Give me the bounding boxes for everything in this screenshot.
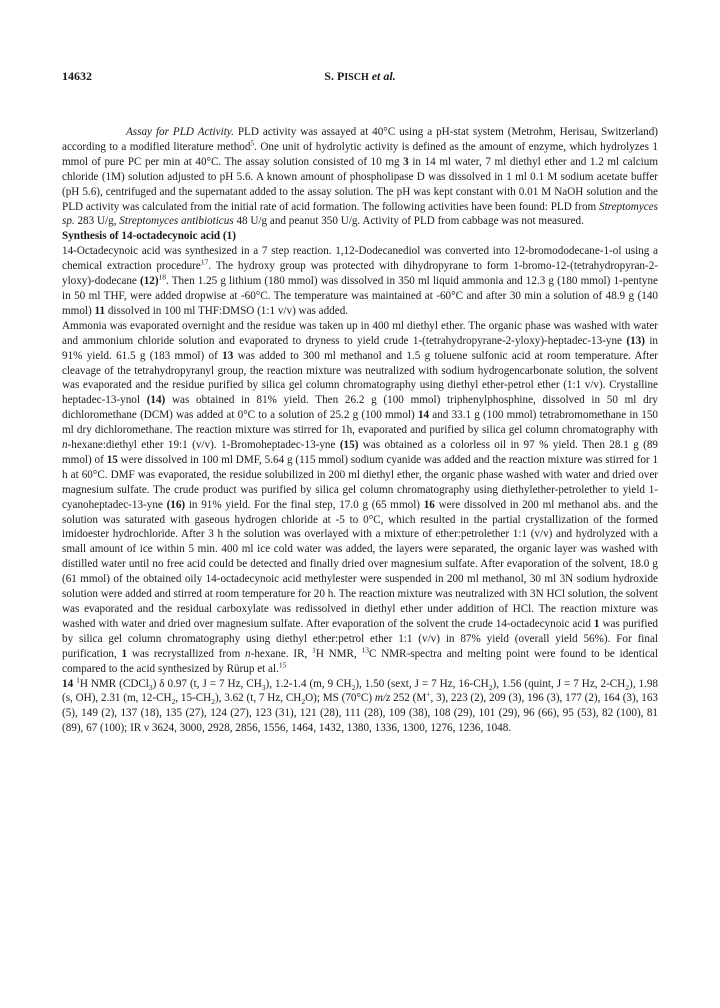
assay-body: PLD activity was assayed at 40°C using a pH-stat system (Metrohm, Herisau, Switzerland) according to a modified literature method$^5$. One unit of hydrolytic activity is defined as the amount of enzyme, which hydrolyzes 1 mmol of pure PC per min at 40°C. The assay solution consisted of 10 mg 3 in 14 ml water, 7 ml diethyl ether and 1.2 ml calcium chloride (1M) solution adjusted to pH 5.6. A known amount of phospholipase D was dissolved in 1 ml 0.1 M sodium acetate buffer (pH 5.6), centrifuged and the supernatant added to the assay solution. The pH was kept constant with 0.01 M NaOH solution and the PLD activity was calculated from the initial rate of acid formation. The following activities have been found: PLD from Streptomyces sp. 283 U/g, Streptomyces antibioticus 48 U/g and peanut 350 U/g. Activity of PLD from cabbage was not measured.: [62, 126, 658, 228]
synthesis-paragraph-1: 14-Octadecynoic acid was synthesized in a 7 step reaction. 1,12-Dodecanediol was converted into 12-bromododecane-1-ol using a chemical extraction procedure$^{17}$. The hydroxy group was protected with dihydropyrane to form 1-bromo-12-(tetrahydropyran-2-yloxy)-dodecane $(12)^{18}$. Then 1.25 g lithium (180 mmol) was dissolved in 350 ml liquid ammonia and 12.3 g (180 mmol) 1-pentyne in 50 ml THF, were added dropwise at -60°C. The temperature was maintained at -60°C and after 30 min a solution of 48.9 g (140 mmol) 11 dissolved in 100 ml THF:DMSO (1:1 v/v) was added.: [62, 245, 658, 317]
body-text: [62, 125, 658, 736]
author-rest: ISCH: [344, 72, 369, 83]
page-header: [62, 69, 658, 85]
et-al: et al.: [371, 69, 396, 83]
author-initial: S. P: [324, 69, 345, 83]
page-number: 14632: [62, 69, 92, 83]
assay-paragraph: [62, 125, 658, 229]
assay-lead: Assay for PLD Activity.: [126, 126, 234, 138]
synthesis-paragraph-2: Ammonia was evaporated overnight and the residue was taken up in 400 ml diethyl ether. The organic phase was washed with water and ammonium chloride solution and evaporated to dryness to yield crude 1-(tetrahydropyrane-2-yloxy)-heptadec-13-yne (13) in 91% yield. 61.5 g (183 mmol) of 13 was added to 300 ml methanol and 1.5 g toluene sulfonic acid at room temperature. After cleavage of the tetrahydropyranyl group, the reaction mixture was neutralized with sodium hydrogencarbonate solution, the solvent was evaporated and the residue purified by silica gel column chromatography using diethyl ether-petrol ether (1:1 v/v). Crystalline heptadec-13-ynol (14) was obtained in 81% yield. Then 26.2 g (100 mmol) triphenylphosphine, dissolved in 50 ml dry dichloromethane (DCM) was added at 0°C to a solution of 25.2 g (100 mmol) 14 and 33.1 g (100 mmol) tetrabromomethane in 150 ml dry dichloromethane. The reaction mixture was stirred for 1h, evaporated and purified by silica gel column chromatography with n-hexane:diethyl ether 19:1 (v/v). 1-Bromoheptadec-13-yne (15) was obtained as a colorless oil in 97 % yield. Then 28.1 g (89 mmol) of 15 were dissolved in 100 ml DMF, 5.64 g (115 mmol) sodium cyanide was added and the reaction mixture was stirred for 1 h at 60°C. DMF was evaporated, the residue solubilized in 200 ml diethyl ether, the organic phase washed with water and dried over magnesium sulfate. The crude product was purified by silica gel column chromatography using diethylether-petrolether to yield 1-cyanoheptadec-13-yne (16) in 91% yield. For the final step, 17.0 g (65 mmol) 16 were dissolved in 200 ml methanol abs. and the solution was saturated with gaseous hydrogen chloride at -5 to 0°C, which resulted in the partial crystallization of the formed imidoester hydrochloride. After 3 h the solution was overlayed with a mixture of ether:petrolether 1:1 (v/v) and hydrolyzed with a small amount of ice within 5 min. 400 ml ice cold water was added, the layers were separated, the organic layer was washed with distilled water until no free acid could be detected and finally dried over magnesium sulfate. After evaporation of the solvent, 18.0 g (61 mmol) of the obtained oily 14-octadecynoic acid methylester were suspended in 200 ml methanol, 30 ml 3N sodium hydroxide solution were added and stirred at room temperature for 20 h. The reaction mixture was neutralized with 3N HCl solution, the solvent was evaporated and the residual carboxylate was redissolved in diethyl ether under addition of HCl. The reaction mixture was washed with water and dried over magnesium sulfate. After evaporation of the solvent the crude 14-octadecynoic acid 1 was purified by silica gel column chromatography using diethyl ether:petrol ether 1:1 (v/v) in 87% yield (overall yield 56%). For final purification, 1 was recrystallized from n-hexane. IR, $^1$H NMR, $^{13}$C NMR-spectra and melting point were found to be identical compared to the acid synthesized by Rürup et al.$^{15}$: [62, 319, 659, 675]
running-head: [62, 69, 658, 84]
nmr-paragraph: 14 $^1$H NMR (CDCl$_3$) δ 0.97 (t, J = 7 Hz, $CH_3$), 1.2-1.4 (m, 9 $CH_2$), 1.50 (sext, J = 7 Hz, $16-CH_2$), 1.56 (quint, J = 7 Hz, $2-CH_2$), 1.98 (s, OH), 2.31 (m, $12-CH_2$, $15-CH_2$), 3.62 (t, 7 Hz, $CH_2O$); MS (70°C) m/z 252 (M+, 3), 223 (2), 209 (3), 196 (3), 177 (2), 164 (3), 163 (5), 149 (2), 137 (18), 135 (27), 124 (27), 123 (31), 121 (28), 111 (28), 109 (38), 108 (29), 101 (29), 96 (66), 95 (53), 82 (100), 81 (89), 67 (100); IR ν 3624, 3000, 2928, 2856, 1556, 1464, 1432, 1380, 1336, 1300, 1276, 1236, 1048.: [62, 674, 658, 735]
synthesis-heading: Synthesis of 14-octadecynoic acid (1): [62, 230, 236, 243]
